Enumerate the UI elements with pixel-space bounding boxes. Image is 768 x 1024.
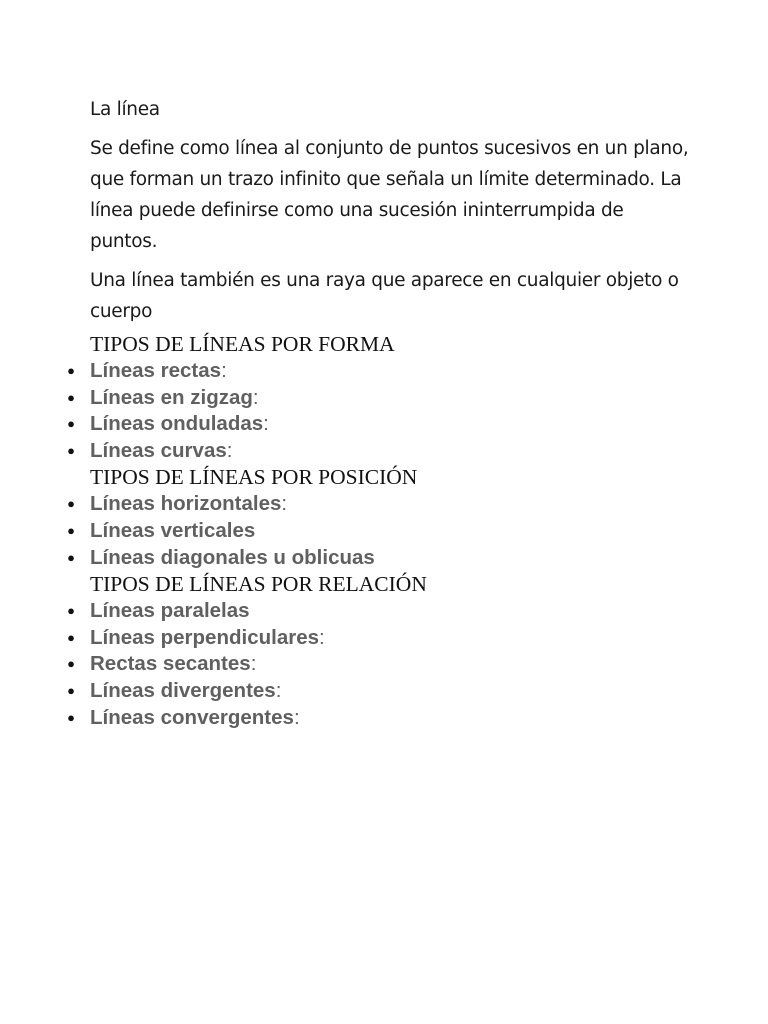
section-forma [67,331,690,464]
paragraph-raya: Una línea también es una raya que aparece en cualquier objeto o cuerpo [90,270,679,322]
section-posicion [67,464,690,571]
bullet-icon: ● [67,629,75,645]
line-type-list [67,598,690,731]
bullet-icon: ● [67,549,75,565]
bullet-icon: ● [67,416,75,432]
list-item: ● Líneas curvas: [90,438,690,465]
list-item: ● Líneas en zigzag: [90,385,690,412]
list-item: ● Líneas onduladas: [90,411,690,438]
bullet-icon: ● [67,656,75,672]
bullet-icon: ● [67,496,75,512]
section-heading: TIPOS DE LÍNEAS POR RELACIÓN [90,572,427,597]
list-item: ● Líneas perpendiculares: [90,625,690,652]
list-item: ● Líneas rectas: [90,358,690,385]
list-item: ● Líneas diagonales u oblicuas [90,545,690,572]
bullet-icon: ● [67,603,75,619]
bullet-icon: ● [67,442,75,458]
section-relacion [67,571,690,731]
bullet-icon: ● [67,709,75,725]
line-type-list [67,491,690,571]
paragraph-definition: Se define como línea al conjunto de puntos sucesivos en un plano, que forman un trazo infinito que señala un límite determinado. La línea puede definirse como una sucesión ininterrumpida de puntos. [90,138,689,252]
section-heading: TIPOS DE LÍNEAS POR FORMA [90,332,395,356]
list-item: ● Líneas convergentes: [90,705,690,732]
document-title: La línea [90,99,160,120]
list-item: ● Líneas horizontales: [90,491,690,518]
bullet-icon: ● [67,522,75,538]
list-item: ● Líneas paralelas [90,598,690,625]
section-heading: TIPOS DE LÍNEAS POR POSICIÓN [90,465,418,490]
list-item: ● Líneas divergentes: [90,678,690,705]
list-item: ● Rectas secantes: [90,651,690,678]
bullet-icon: ● [67,682,75,698]
bullet-icon: ● [67,389,75,405]
bullet-icon: ● [67,363,75,378]
list-item: ● Líneas verticales [90,518,690,545]
line-type-list [67,358,690,464]
document-content [67,94,690,731]
